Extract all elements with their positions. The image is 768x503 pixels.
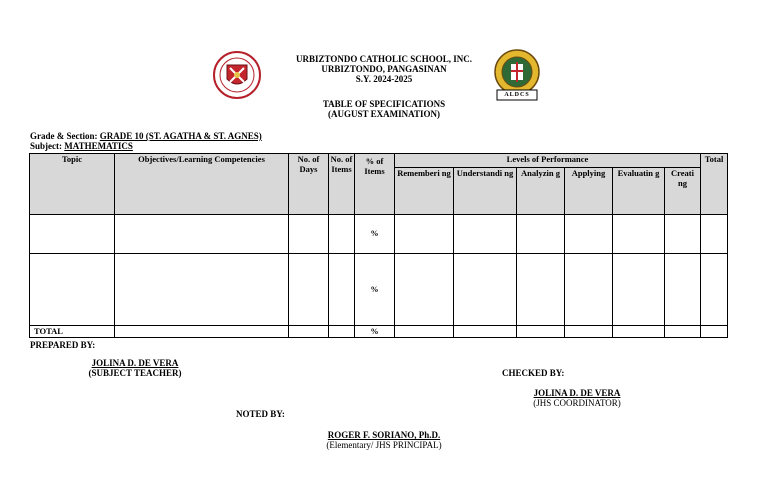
- cell-days[interactable]: [289, 215, 329, 254]
- header-levels: Levels of Performance: [395, 154, 701, 168]
- cell-understanding[interactable]: [454, 215, 517, 254]
- noted-by-label: NOTED BY:: [236, 409, 285, 419]
- prepared-by-label: PREPARED BY:: [30, 340, 96, 350]
- cell-pct: %: [355, 254, 395, 326]
- cell-creating[interactable]: [665, 254, 701, 326]
- principal-role: (Elementary/ JHS PRINCIPAL): [326, 440, 442, 450]
- cell-total[interactable]: [701, 326, 728, 338]
- cell-analyzing[interactable]: [517, 326, 565, 338]
- cell-remembering[interactable]: [395, 215, 454, 254]
- header-objectives: Objectives/Learning Competencies: [115, 154, 289, 215]
- cell-pct: %: [355, 215, 395, 254]
- school-name: URBIZTONDO CATHOLIC SCHOOL, INC.: [296, 54, 472, 64]
- cell-items[interactable]: [329, 254, 355, 326]
- principal-signature: [304, 430, 464, 450]
- cell-remembering[interactable]: [395, 326, 454, 338]
- cell-understanding[interactable]: [454, 326, 517, 338]
- cell-creating[interactable]: [665, 215, 701, 254]
- cell-topic[interactable]: [30, 215, 115, 254]
- cell-objectives[interactable]: [115, 215, 289, 254]
- coordinator-signature: [502, 388, 652, 408]
- principal-name: ROGER F. SORIANO, Ph.D.: [327, 430, 441, 440]
- checked-by-label: CHECKED BY:: [502, 368, 565, 378]
- total-row: [30, 326, 728, 338]
- aldcs-logo-text: ALDCS: [504, 92, 530, 98]
- cell-days[interactable]: [289, 254, 329, 326]
- specifications-table: [29, 153, 728, 338]
- cell-evaluating[interactable]: [613, 326, 665, 338]
- level-applying: Applying: [565, 168, 613, 215]
- cell-items[interactable]: [329, 215, 355, 254]
- cell-applying[interactable]: [565, 254, 613, 326]
- cell-objectives[interactable]: [115, 326, 289, 338]
- table-row: [30, 215, 728, 254]
- cell-total[interactable]: [701, 215, 728, 254]
- subject-value: MATHEMATICS: [64, 141, 133, 151]
- cell-analyzing[interactable]: [517, 215, 565, 254]
- subject-label: Subject:: [30, 141, 62, 151]
- grade-section-line: [30, 131, 262, 141]
- level-understanding: Understandi ng: [454, 168, 517, 215]
- cell-remembering[interactable]: [395, 254, 454, 326]
- header-items: No. of Items: [329, 154, 355, 215]
- cell-total[interactable]: [701, 254, 728, 326]
- header-topic: Topic: [30, 154, 115, 215]
- document-title: TABLE OF SPECIFICATIONS: [322, 99, 446, 109]
- cell-evaluating[interactable]: [613, 215, 665, 254]
- cell-applying[interactable]: [565, 215, 613, 254]
- teacher-role: (SUBJECT TEACHER): [88, 368, 182, 378]
- header-days: No. of Days: [289, 154, 329, 215]
- total-label: TOTAL: [30, 326, 115, 338]
- level-remembering: Rememberi ng: [395, 168, 454, 215]
- header-total: Total: [701, 154, 728, 215]
- total-pct: %: [355, 326, 395, 338]
- subject-line: [30, 141, 133, 151]
- grade-section-value: GRADE 10 (ST. AGATHA & ST. AGNES): [99, 131, 262, 141]
- level-analyzing: Analyzin g: [517, 168, 565, 215]
- teacher-name: JOLINA D. DE VERA: [91, 358, 179, 368]
- school-year: S.Y. 2024-2025: [355, 74, 413, 84]
- cell-applying[interactable]: [565, 326, 613, 338]
- level-creating: Creati ng: [665, 168, 701, 215]
- school-address: URBIZTONDO, PANGASINAN: [321, 64, 447, 74]
- cell-items[interactable]: [329, 326, 355, 338]
- cell-creating[interactable]: [665, 326, 701, 338]
- cell-topic[interactable]: [30, 254, 115, 326]
- cell-analyzing[interactable]: [517, 254, 565, 326]
- header-pct-items: % of Items: [355, 154, 395, 215]
- level-evaluating: Evaluatin g: [613, 168, 665, 215]
- cell-evaluating[interactable]: [613, 254, 665, 326]
- coordinator-role: (JHS COORDINATOR): [533, 398, 621, 408]
- teacher-signature: [60, 358, 210, 378]
- coordinator-name: JOLINA D. DE VERA: [533, 388, 621, 398]
- grade-section-label: Grade & Section:: [30, 131, 98, 141]
- exam-title: (AUGUST EXAMINATION): [328, 109, 440, 119]
- cell-objectives[interactable]: [115, 254, 289, 326]
- table-row: [30, 254, 728, 326]
- cell-understanding[interactable]: [454, 254, 517, 326]
- cell-days[interactable]: [289, 326, 329, 338]
